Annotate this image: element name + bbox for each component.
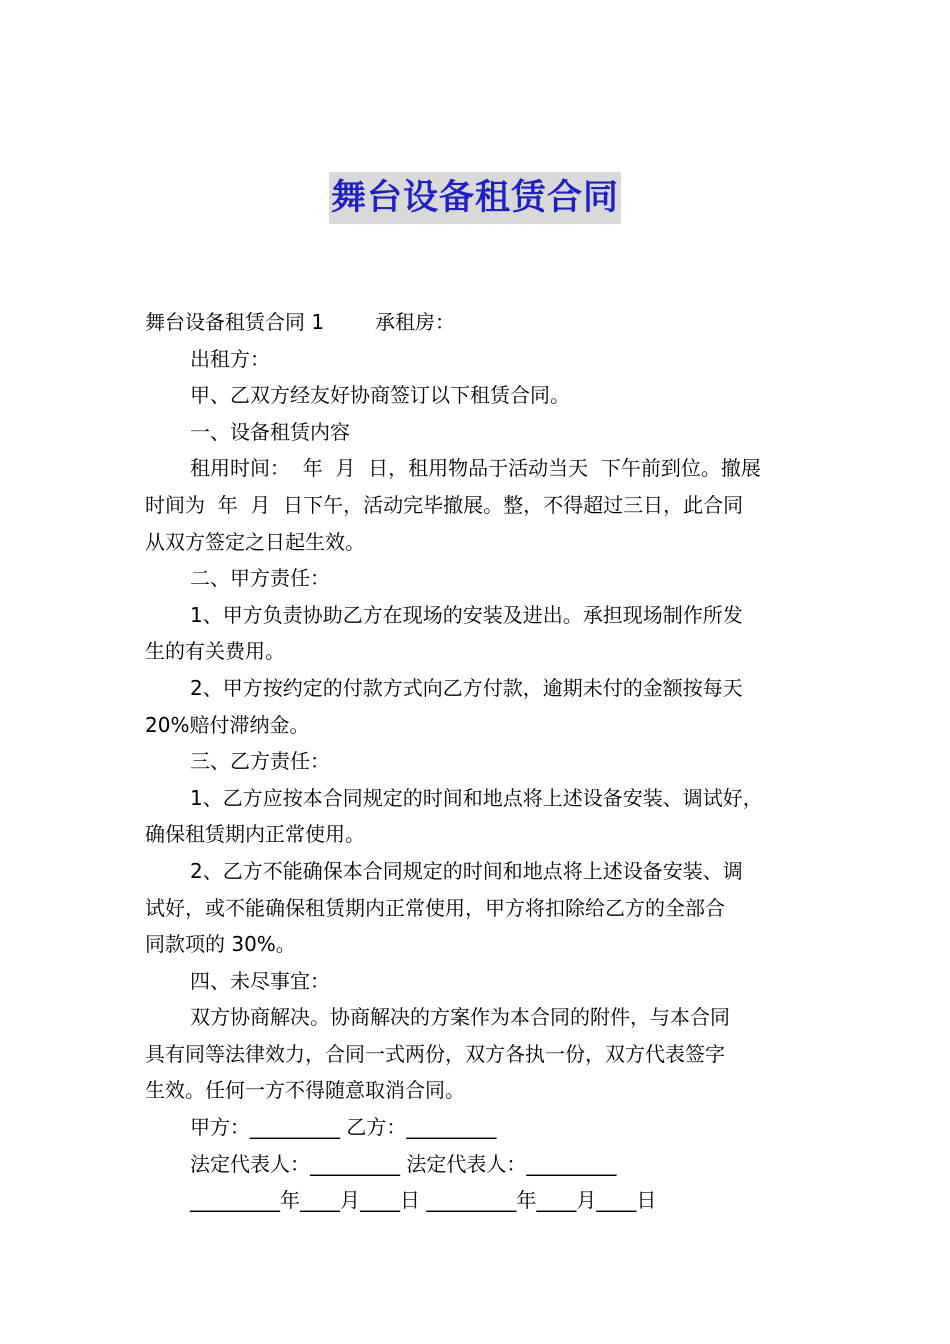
section-2-item-2-line-1: 2、甲方按约定的付款方式向乙方付款，逾期未付的金额按每天 bbox=[190, 675, 743, 700]
section-1-heading: 一、设备租赁内容 bbox=[190, 419, 350, 444]
section-4-line-2: 具有同等法律效力，合同一式两份，双方各执一份，双方代表签字 bbox=[145, 1041, 725, 1066]
intro-paragraph: 甲、乙双方经友好协商签订以下租赁合同。 bbox=[190, 383, 570, 408]
section-2-item-1-line-1: 1、甲方负责协助乙方在现场的安装及进出。承担现场制作所发 bbox=[190, 602, 743, 627]
section-1-line-1: 租用时间： 年 月 日，租用物品于活动当天 下午前到位。撤展 bbox=[190, 456, 761, 481]
section-1-line-2: 时间为 年 月 日下午，活动完毕撤展。整，不得超过三日，此合同 bbox=[145, 492, 744, 517]
section-4-line-3: 生效。任何一方不得随意取消合同。 bbox=[145, 1078, 465, 1103]
document-body bbox=[145, 304, 825, 1219]
document-title-wrap bbox=[0, 172, 950, 224]
section-4-line-1: 双方协商解决。协商解决的方案作为本合同的附件，与本合同 bbox=[190, 1005, 730, 1030]
section-4-heading: 四、未尽事宜： bbox=[190, 968, 330, 993]
section-3-item-2-line-1: 2、乙方不能确保本合同规定的时间和地点将上述设备安装、调 bbox=[190, 858, 743, 883]
contract-heading-line: 舞台设备租赁合同 1 承租房： bbox=[145, 310, 455, 334]
section-1-line-3: 从双方签定之日起生效。 bbox=[145, 529, 365, 554]
section-3-item-1-line-2: 确保租赁期内正常使用。 bbox=[145, 822, 365, 847]
document-title: 舞台设备租赁合同 bbox=[329, 172, 621, 224]
section-3-item-2-line-3: 同款项的 30%。 bbox=[145, 932, 296, 957]
lessor-line: 出租方： bbox=[190, 346, 270, 371]
section-3-item-1-line-1: 1、乙方应按本合同规定的时间和地点将上述设备安装、调试好， bbox=[190, 785, 763, 810]
section-3-heading: 三、乙方责任： bbox=[190, 749, 330, 774]
legal-rep-signature-line: 法定代表人：_________ 法定代表人：_________ bbox=[190, 1151, 617, 1176]
section-2-item-1-line-2: 生的有关费用。 bbox=[145, 639, 285, 664]
section-2-heading: 二、甲方责任： bbox=[190, 566, 330, 591]
section-3-item-2-line-2: 试好，或不能确保租赁期内正常使用，甲方将扣除给乙方的全部合 bbox=[145, 895, 725, 920]
date-signature-line: _________年____月____日 _________年____月____日 bbox=[190, 1188, 657, 1213]
party-signature-line: 甲方：_________ 乙方：_________ bbox=[190, 1115, 497, 1140]
section-2-item-2-line-2: 20%赔付滞纳金。 bbox=[145, 712, 310, 737]
